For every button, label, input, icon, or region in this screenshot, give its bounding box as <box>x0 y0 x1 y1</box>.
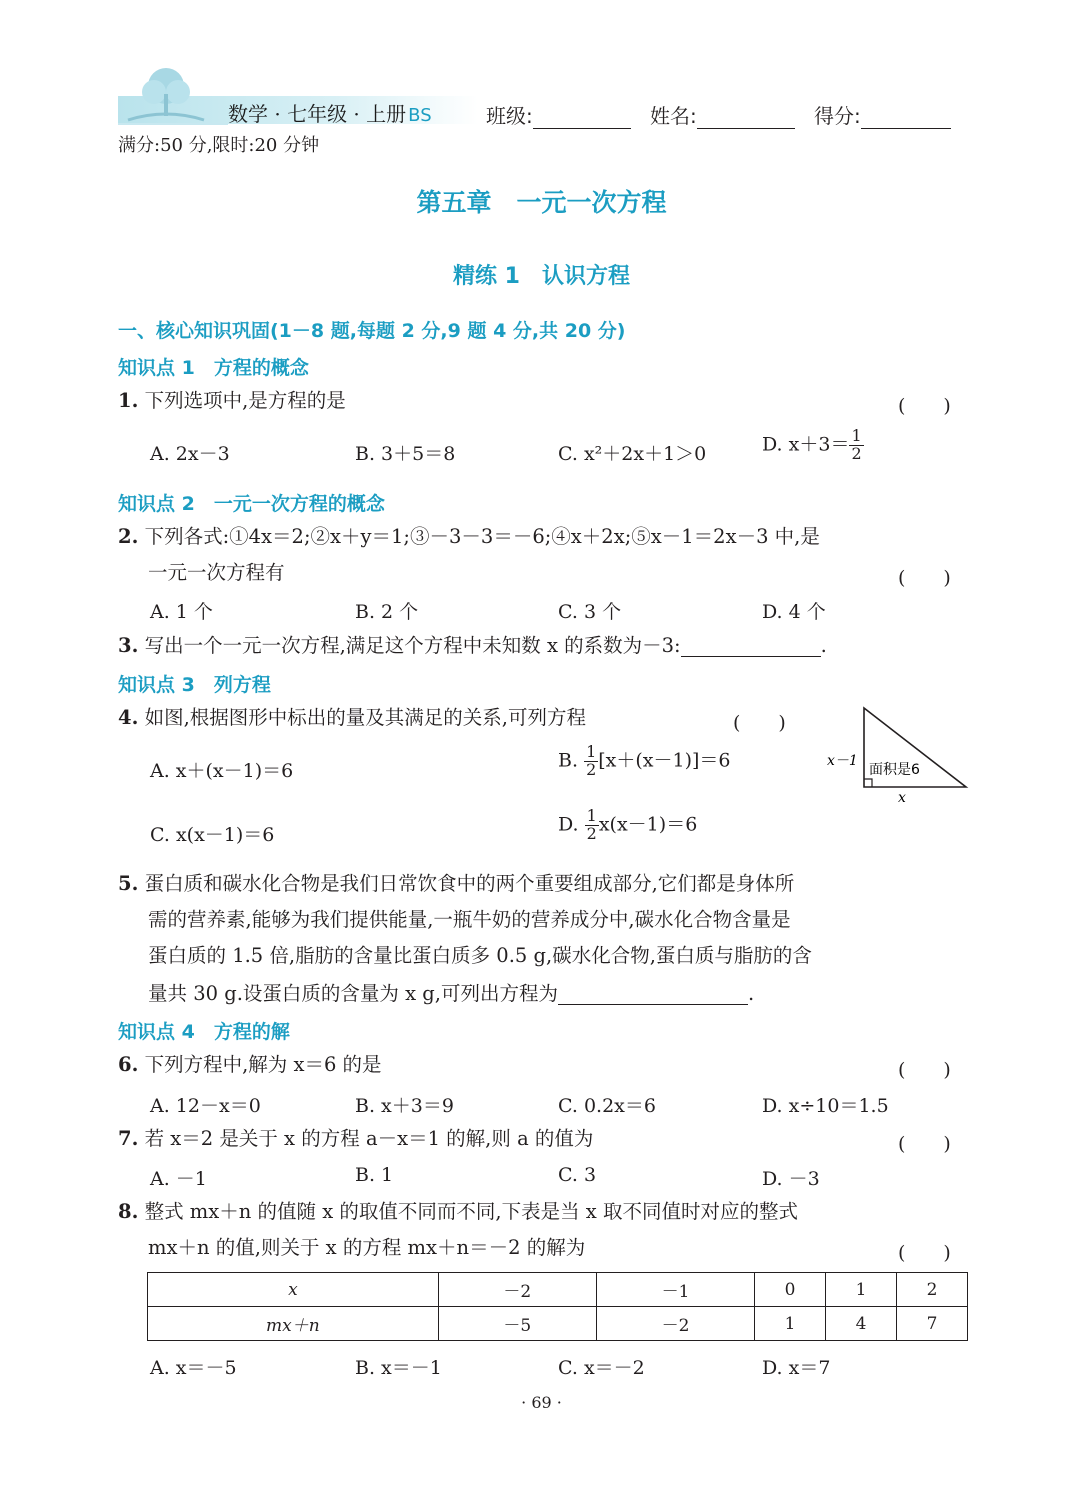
option-a[interactable]: A. 12－x＝0 <box>150 1095 261 1117</box>
option-d-label: D. <box>558 813 579 836</box>
score-field <box>814 100 951 129</box>
fraction-numerator: 1 <box>851 426 862 445</box>
book-title-text: 数学 · 七年级 · 上册 <box>228 102 407 126</box>
question-5-line4: 量共 30 g.设蛋白质的含量为 x g,可列出方程为 . <box>148 982 755 1005</box>
table-cell: 7 <box>897 1307 968 1341</box>
knowledge-point-4: 知识点 4 方程的解 <box>118 1021 290 1043</box>
fraction-numerator: 1 <box>586 806 597 825</box>
option-d-text: x(x－1)＝6 <box>598 813 698 836</box>
knowledge-point-2: 知识点 2 一元一次方程的概念 <box>118 493 385 515</box>
table-cell: 2 <box>897 1273 968 1307</box>
table-cell: 0 <box>755 1273 826 1307</box>
question-8-line2: mx＋n 的值,则关于 x 的方程 mx＋n＝－2 的解为 <box>148 1236 586 1259</box>
fraction-denominator: 2 <box>586 759 597 779</box>
table-row <box>148 1273 968 1307</box>
question-number: 7. <box>118 1127 139 1150</box>
option-b[interactable]: B. x＝－1 <box>355 1357 442 1379</box>
score-blank[interactable] <box>861 108 951 129</box>
option-b[interactable]: B. 2 个 <box>355 601 419 623</box>
question-4 <box>118 706 586 729</box>
base-label: x <box>898 790 906 804</box>
answer-paren[interactable]: ( ) <box>898 1133 951 1155</box>
class-blank[interactable] <box>533 108 631 129</box>
option-a[interactable]: A. 1 个 <box>150 601 213 623</box>
answer-paren[interactable]: ( ) <box>898 1242 951 1264</box>
answer-paren[interactable]: ( ) <box>733 712 786 734</box>
option-d[interactable] <box>558 808 697 843</box>
table-cell: －2 <box>438 1273 596 1307</box>
question-5-line3: 蛋白质的 1.5 倍,脂肪的含量比蛋白质多 0.5 g,碳水化合物,蛋白质与脂肪的含 <box>148 944 812 967</box>
option-d[interactable]: D. x＝7 <box>762 1357 831 1379</box>
table-cell: －2 <box>596 1307 754 1341</box>
question-stem-line1: 下列各式:①4x＝2;②x＋y＝1;③－3－3＝－6;④x＋2x;⑤x－1＝2x－3 中,是 <box>144 525 820 548</box>
option-b-text: [x＋(x－1)]＝6 <box>598 749 731 772</box>
answer-blank[interactable] <box>681 636 821 657</box>
option-b-label: B. <box>558 749 579 772</box>
fraction <box>849 428 863 463</box>
option-c[interactable]: C. 3 个 <box>558 601 622 623</box>
option-c[interactable]: C. x＝－2 <box>558 1357 645 1379</box>
question-number: 5. <box>118 872 139 895</box>
table-cell: －1 <box>596 1273 754 1307</box>
option-c[interactable]: C. 3 <box>558 1164 597 1186</box>
question-stem: 写出一个一元一次方程,满足这个方程中未知数 x 的系数为－3: <box>144 634 681 657</box>
option-d[interactable]: D. －3 <box>762 1168 820 1190</box>
side-label: x－1 <box>827 753 858 769</box>
question-3: 3. 写出一个一元一次方程,满足这个方程中未知数 x 的系数为－3: . <box>118 634 827 657</box>
book-title <box>228 98 432 127</box>
answer-blank[interactable] <box>558 984 748 1005</box>
chapter-title: 第五章 一元一次方程 <box>416 188 667 217</box>
name-field <box>650 100 795 129</box>
table-cell: mx＋n <box>148 1307 439 1341</box>
option-c[interactable]: C. 0.2x＝6 <box>558 1095 656 1117</box>
exam-meta: 满分:50 分,限时:20 分钟 <box>118 135 320 156</box>
question-7 <box>118 1127 593 1150</box>
option-b[interactable]: B. 3＋5＝8 <box>355 443 456 465</box>
question-number: 8. <box>118 1200 139 1223</box>
option-c[interactable]: C. x²＋2x＋1＞0 <box>558 443 707 465</box>
option-a[interactable]: A. 2x－3 <box>150 443 230 465</box>
answer-paren[interactable]: ( ) <box>898 395 951 417</box>
section-title: 精练 1 认识方程 <box>453 264 630 289</box>
table-cell: 1 <box>826 1273 897 1307</box>
question-stem: 如图,根据图形中标出的量及其满足的关系,可列方程 <box>144 706 586 729</box>
option-a[interactable]: A. －1 <box>150 1168 207 1190</box>
fraction-numerator: 1 <box>586 742 597 761</box>
question-1 <box>118 389 346 412</box>
fraction-denominator: 2 <box>851 443 862 463</box>
question-stem: 若 x＝2 是关于 x 的方程 a－x＝1 的解,则 a 的值为 <box>144 1127 594 1150</box>
question-2-line2: 一元一次方程有 <box>148 561 285 584</box>
option-b[interactable] <box>558 744 731 779</box>
fraction-denominator: 2 <box>586 823 597 843</box>
question-number: 3. <box>118 634 139 657</box>
fraction <box>585 808 599 843</box>
value-table <box>147 1272 968 1341</box>
question-stem: 下列选项中,是方程的是 <box>144 389 346 412</box>
table-row <box>148 1307 968 1341</box>
question-2 <box>118 525 820 548</box>
option-b[interactable]: B. x＋3＝9 <box>355 1095 454 1117</box>
right-triangle-figure <box>822 700 972 804</box>
table-cell: －5 <box>438 1307 596 1341</box>
right-angle-mark <box>864 779 872 787</box>
option-d-text: D. x＋3＝ <box>762 433 850 456</box>
table-cell: x <box>148 1273 439 1307</box>
question-5-line2: 需的营养素,能够为我们提供能量,一瓶牛奶的营养成分中,碳水化合物含量是 <box>148 908 791 931</box>
option-d[interactable] <box>762 428 864 463</box>
question-8 <box>118 1200 798 1223</box>
option-a[interactable]: A. x＋(x－1)＝6 <box>150 760 294 782</box>
class-label: 班级: <box>486 104 533 128</box>
question-line: 整式 mx＋n 的值随 x 的取值不同而不同,下表是当 x 取不同值时对应的整式 <box>144 1200 798 1223</box>
question-line: 蛋白质和碳水化合物是我们日常饮食中的两个重要组成部分,它们都是身体所 <box>144 872 795 895</box>
option-b[interactable]: B. 1 <box>355 1164 394 1186</box>
knowledge-point-3: 知识点 3 列方程 <box>118 674 271 696</box>
answer-paren[interactable]: ( ) <box>898 1059 951 1081</box>
question-number: 1. <box>118 389 139 412</box>
question-stem: 下列方程中,解为 x＝6 的是 <box>144 1053 382 1076</box>
question-number: 6. <box>118 1053 139 1076</box>
edition-badge: BS <box>408 105 432 126</box>
class-field <box>486 100 631 129</box>
name-blank[interactable] <box>697 108 795 129</box>
table-cell: 1 <box>755 1307 826 1341</box>
name-label: 姓名: <box>650 104 697 128</box>
knowledge-point-1: 知识点 1 方程的概念 <box>118 357 309 379</box>
option-c[interactable]: C. x(x－1)＝6 <box>150 824 275 846</box>
option-a[interactable]: A. x＝－5 <box>150 1357 237 1379</box>
option-d[interactable]: D. 4 个 <box>762 601 826 623</box>
question-6 <box>118 1053 382 1076</box>
fraction <box>584 744 598 779</box>
part-heading: 一、核心知识巩固(1－8 题,每题 2 分,9 题 4 分,共 20 分) <box>118 320 626 342</box>
score-label: 得分: <box>814 104 861 128</box>
option-d[interactable]: D. x÷10＝1.5 <box>762 1095 889 1117</box>
answer-paren[interactable]: ( ) <box>898 567 951 589</box>
question-5 <box>118 872 794 895</box>
question-number: 4. <box>118 706 139 729</box>
table-cell: 4 <box>826 1307 897 1341</box>
question-number: 2. <box>118 525 139 548</box>
question-line: 量共 30 g.设蛋白质的含量为 x g,可列出方程为 <box>148 982 558 1005</box>
area-label: 面积是6 <box>869 762 920 778</box>
page-number: · 69 · <box>521 1393 562 1412</box>
